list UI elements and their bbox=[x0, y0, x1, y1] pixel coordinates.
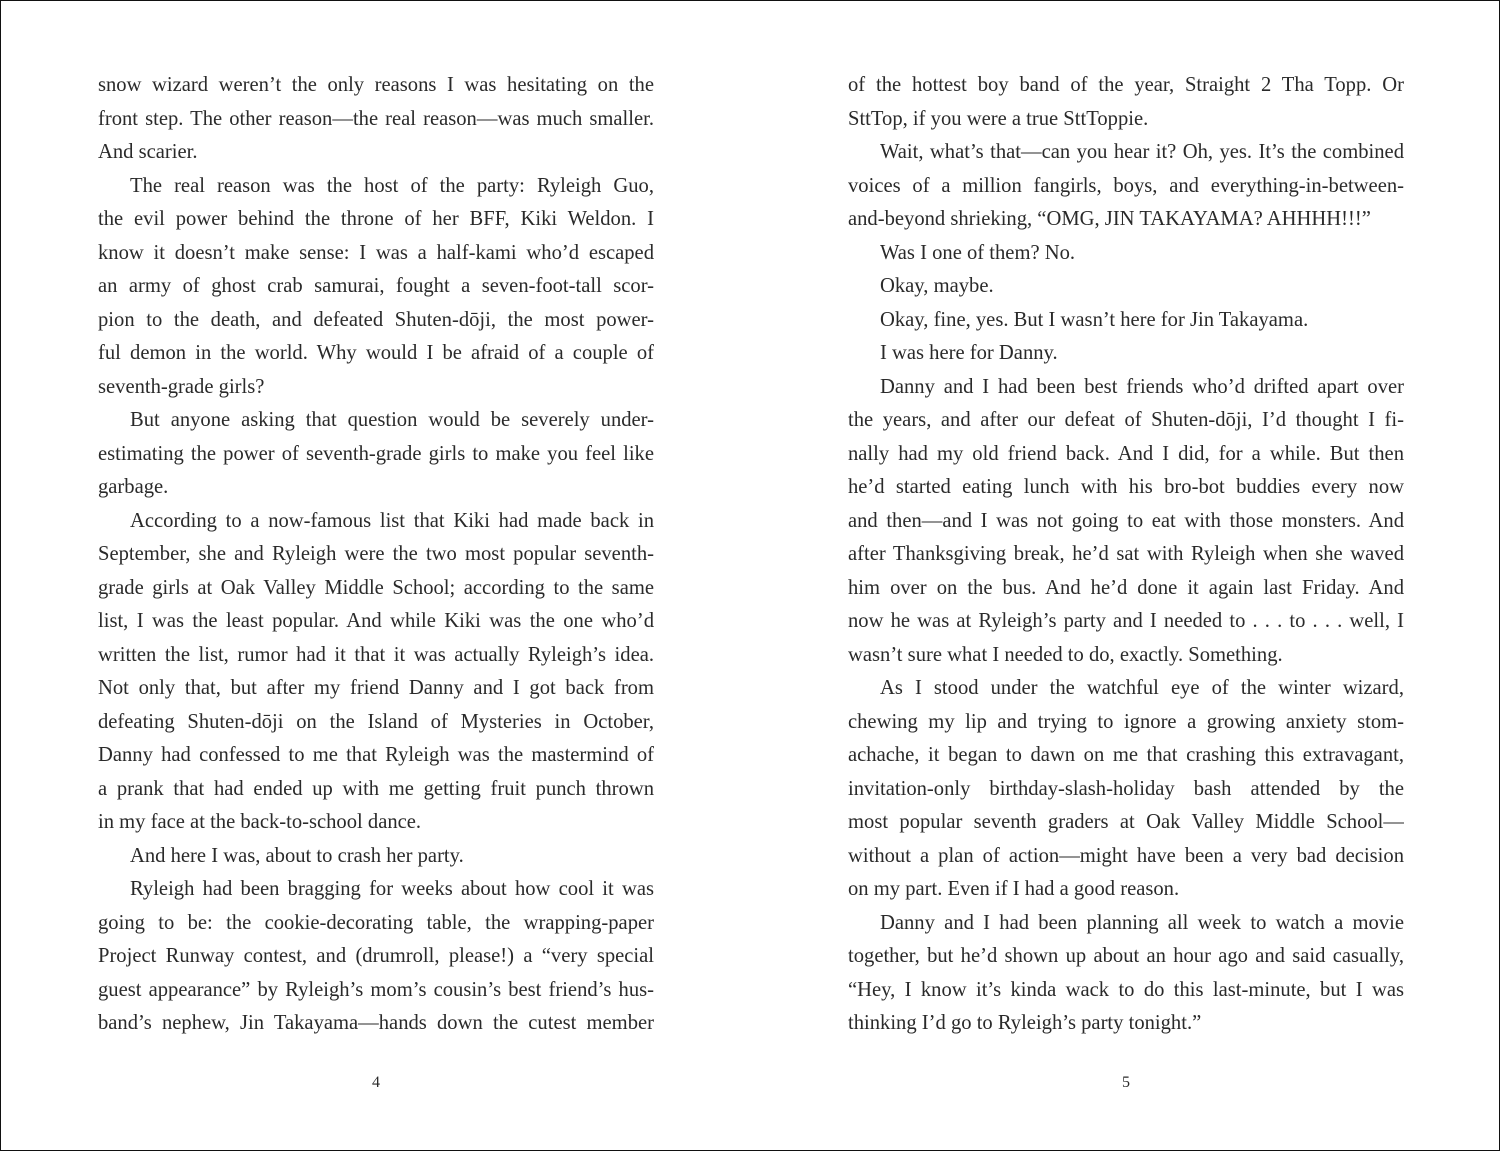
text-line: an army of ghost crab samurai, fought a seven-foot-tall scor- bbox=[98, 275, 654, 297]
text-line: the evil power behind the throne of her BFF, Kiki Weldon. I bbox=[98, 208, 654, 230]
text-line: Okay, maybe. bbox=[880, 275, 994, 297]
text-line: seventh-grade girls? bbox=[98, 375, 265, 398]
left-page-body bbox=[98, 69, 654, 1041]
text-line: garbage. bbox=[98, 476, 169, 498]
text-line: voices of a million fangirls, boys, and everything-in-between- bbox=[848, 174, 1404, 197]
text-line: estimating the power of seventh-grade girls to make you feel like bbox=[98, 442, 654, 465]
text-line: I was here for Danny. bbox=[880, 342, 1058, 364]
text-line: thinking I’d go to Ryleigh’s party tonight.” bbox=[848, 1012, 1202, 1034]
text-line: As I stood under the watchful eye of the winter wizard, bbox=[880, 677, 1404, 699]
text-line: Okay, fine, yes. But I wasn’t here for Jin Takayama. bbox=[880, 308, 1309, 331]
text-line: the years, and after our defeat of Shuten-dōji, I’d thought I fi- bbox=[848, 409, 1404, 431]
text-line: now he was at Ryleigh’s party and I needed to . . . to . . . well, I bbox=[848, 610, 1404, 632]
right-page-body bbox=[848, 69, 1404, 1041]
text-line: and then—and I was not going to eat with those monsters. And bbox=[848, 509, 1404, 532]
text-line: “Hey, I know it’s kinda wack to do this last-minute, but I was bbox=[848, 978, 1404, 1001]
text-line: Not only that, but after my friend Danny and I got back from bbox=[98, 677, 654, 699]
text-line: Was I one of them? No. bbox=[880, 241, 1076, 264]
text-line: snow wizard weren’t the only reasons I was hesitating on the bbox=[98, 74, 654, 96]
text-line: Project Runway contest, and (drumroll, please!) a “very special bbox=[98, 945, 654, 967]
page-number-right: 5 bbox=[1122, 1074, 1130, 1091]
text-line: September, she and Ryleigh were the two most popular seventh- bbox=[98, 543, 654, 565]
text-line: together, but he’d shown up about an hour ago and said casually, bbox=[848, 945, 1404, 967]
text-line: The real reason was the host of the party: Ryleigh Guo, bbox=[130, 174, 654, 197]
text-line: But anyone asking that question would be severely under- bbox=[130, 409, 654, 431]
text-line: in my face at the back-to-school dance. bbox=[98, 811, 422, 833]
text-line: he’d started eating lunch with his bro-bot buddies every now bbox=[848, 476, 1404, 498]
text-line: pion to the death, and defeated Shuten-dōji, the most power- bbox=[98, 308, 654, 331]
text-line: list, I was the least popular. And while Kiki was the one who’d bbox=[98, 610, 654, 632]
text-line: Danny and I had been planning all week to watch a movie bbox=[880, 911, 1404, 934]
page-number-left: 4 bbox=[372, 1074, 380, 1091]
text-line: Danny had confessed to me that Ryleigh was the mastermind of bbox=[98, 744, 654, 766]
text-line: Wait, what’s that—can you hear it? Oh, yes. It’s the combined bbox=[880, 141, 1404, 163]
text-line: front step. The other reason—the real reason—was much smaller. bbox=[98, 107, 654, 130]
text-line: grade girls at Oak Valley Middle School; according to the same bbox=[98, 576, 654, 599]
text-line: know it doesn’t make sense: I was a half-kami who’d escaped bbox=[98, 241, 654, 264]
text-line: guest appearance” by Ryleigh’s mom’s cousin’s best friend’s hus- bbox=[98, 978, 654, 1001]
text-line: Danny and I had been best friends who’d drifted apart over bbox=[880, 375, 1404, 398]
text-line: on my part. Even if I had a good reason. bbox=[848, 878, 1180, 900]
text-line: a prank that had ended up with me getting fruit punch thrown bbox=[98, 777, 654, 800]
text-line: Ryleigh had been bragging for weeks about how cool it was bbox=[130, 878, 654, 900]
text-line: SttTop, if you were a true SttToppie. bbox=[848, 107, 1149, 130]
text-line: According to a now-famous list that Kiki had made back in bbox=[130, 509, 654, 532]
text-line: And here I was, about to crash her party. bbox=[130, 844, 464, 867]
text-line: ful demon in the world. Why would I be afraid of a couple of bbox=[98, 342, 654, 364]
text-line: band’s nephew, Jin Takayama—hands down the cutest member bbox=[98, 1012, 654, 1034]
text-line: of the hottest boy band of the year, Straight 2 Tha Topp. Or bbox=[848, 74, 1404, 96]
text-line: written the list, rumor had it that it was actually Ryleigh’s idea. bbox=[98, 643, 654, 666]
text-line: him over on the bus. And he’d done it again last Friday. And bbox=[848, 576, 1404, 599]
text-line: going to be: the cookie-decorating table, the wrapping-paper bbox=[98, 911, 654, 934]
text-line: nally had my old friend back. And I did, for a while. But then bbox=[848, 442, 1404, 465]
text-line: achache, it began to dawn on me that crashing this extravagant, bbox=[848, 744, 1404, 766]
text-line: after Thanksgiving break, he’d sat with Ryleigh when she waved bbox=[848, 543, 1404, 565]
text-line: wasn’t sure what I needed to do, exactly. Something. bbox=[848, 643, 1283, 666]
text-line: and-beyond shrieking, “OMG, JIN TAKAYAMA? AHHHH!!!” bbox=[848, 208, 1371, 230]
text-line: invitation-only birthday-slash-holiday bash attended by the bbox=[848, 777, 1404, 800]
text-line: without a plan of action—might have been a very bad decision bbox=[848, 844, 1404, 867]
text-line: And scarier. bbox=[98, 141, 198, 163]
text-line: most popular seventh graders at Oak Valley Middle School— bbox=[848, 811, 1404, 833]
text-line: defeating Shuten-dōji on the Island of Mysteries in October, bbox=[98, 710, 654, 733]
text-line: chewing my lip and trying to ignore a growing anxiety stom- bbox=[848, 710, 1404, 733]
